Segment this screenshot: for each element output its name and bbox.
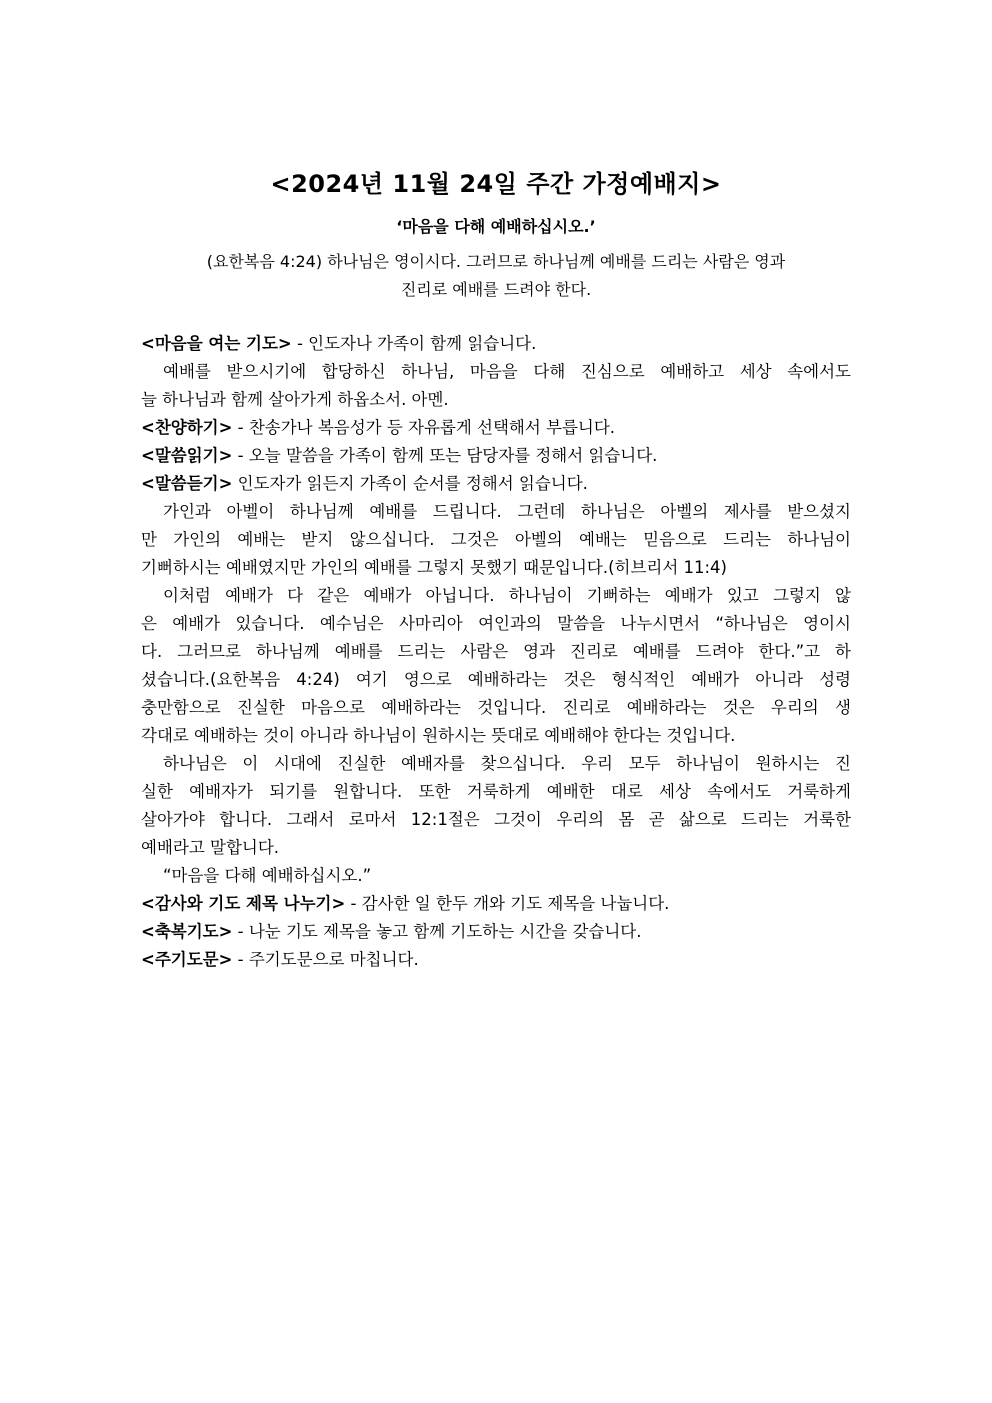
opening-prayer-text-1: 예배를 받으시기에 합당하신 하나님, 마음을 다해 진심으로 예배하고 세상 속에서도 (163, 362, 851, 381)
page-title: <2024년 11월 24일 주간 가정예배지> (270, 170, 722, 198)
sharing-desc: - 감사한 일 한두 개와 기도 제목을 나눕니다. (345, 894, 670, 913)
praise-heading (141, 414, 851, 442)
sermon-p1-line-1: 가인과 아벨이 하나님께 예배를 드립니다. 그런데 하나님은 아벨의 제사를 받으셨지 (163, 502, 851, 521)
lords-prayer-heading (141, 946, 851, 974)
sermon-p1-line-2: 만 가인의 예배는 받지 않으십니다. 그것은 아벨의 예배는 믿음으로 드리는 하나님이 (141, 530, 851, 549)
sermon-p2-line-6: 각대로 예배하는 것이 아니라 하나님이 원하시는 뜻대로 예배해야 한다는 것입니다. (141, 726, 736, 745)
blessing-label: <축복기도> (141, 922, 233, 941)
sharing-label: <감사와 기도 제목 나누기> (141, 894, 346, 913)
reading-label: <말씀읽기> (141, 446, 233, 465)
praise-label: <찬양하기> (141, 418, 233, 437)
sermon-p2-line-5: 충만함으로 진실한 마음으로 예배하라는 것입니다. 진리로 예배하라는 것은 우리의 생 (141, 698, 851, 717)
sermon-p2-line-1: 이처럼 예배가 다 같은 예배가 아닙니다. 하나님이 기뻐하는 예배가 있고 그렇지 않 (163, 586, 851, 605)
sermon-p1-line-3: 기뻐하시는 예배였지만 가인의 예배를 그렇지 못했기 때문입니다.(히브리서 11:4) (141, 558, 727, 577)
scripture-verse (150, 248, 842, 304)
sharing-heading (141, 890, 851, 918)
opening-prayer-text-2: 늘 하나님과 함께 살아가게 하옵소서. 아멘. (141, 390, 449, 409)
listening-heading (141, 470, 851, 498)
reading-heading (141, 442, 851, 470)
lords-prayer-desc: - 주기도문으로 마칩니다. (232, 950, 419, 969)
sermon-p2-line-3: 다. 그러므로 하나님께 예배를 드리는 사람은 영과 진리로 예배를 드려야 한다.”고 하 (141, 642, 851, 661)
opening-prayer-heading (141, 330, 851, 358)
sermon-p3-line-1: 하나님은 이 시대에 진실한 예배자를 찾으십니다. 우리 모두 하나님이 원하시는 진 (163, 754, 851, 773)
sermon-p2-line-2: 은 예배가 있습니다. 예수님은 사마리아 여인과의 말씀을 나누시면서 “하나님은 영이시 (141, 614, 851, 633)
listening-label: <말씀듣기> (141, 474, 233, 493)
subtitle: ‘마음을 다해 예배하십시오.’ (396, 217, 596, 236)
sermon-p3-line-2: 실한 예배자가 되기를 원합니다. 또한 거룩하게 예배한 대로 세상 속에서도 거룩하게 (141, 782, 851, 801)
worship-order (141, 330, 851, 974)
opening-prayer-label: <마음을 여는 기도> (141, 334, 292, 353)
blessing-desc: - 나눈 기도 제목을 놓고 함께 기도하는 시간을 갖습니다. (232, 922, 642, 941)
sermon-p3-line-3: 살아가야 합니다. 그래서 로마서 12:1절은 그것이 우리의 몸 곧 삶으로 드리는 거룩한 (141, 810, 851, 829)
sermon-p2-line-4: 셨습니다.(요한복음 4:24) 여기 영으로 예배하라는 것은 형식적인 예배가 아니라 성령 (141, 670, 851, 689)
verse-line-2: 진리로 예배를 드려야 한다. (400, 280, 592, 299)
listening-desc: 인도자가 읽든지 가족이 순서를 정해서 읽습니다. (232, 474, 588, 493)
lords-prayer-label: <주기도문> (141, 950, 233, 969)
verse-line-1: (요한복음 4:24) 하나님은 영이시다. 그러므로 하나님께 예배를 드리는 사람은 영과 (206, 252, 786, 271)
praise-desc: - 찬송가나 복음성가 등 자유롭게 선택해서 부릅니다. (232, 418, 616, 437)
blessing-heading (141, 918, 851, 946)
reading-desc: - 오늘 말씀을 가족이 함께 또는 담당자를 정해서 읽습니다. (232, 446, 658, 465)
opening-prayer-desc: - 인도자나 가족이 함께 읽습니다. (291, 334, 537, 353)
sermon-p3-line-4: 예배라고 말합니다. (141, 838, 280, 857)
sermon-closing-quote: “마음을 다해 예배하십시오.” (163, 866, 372, 885)
